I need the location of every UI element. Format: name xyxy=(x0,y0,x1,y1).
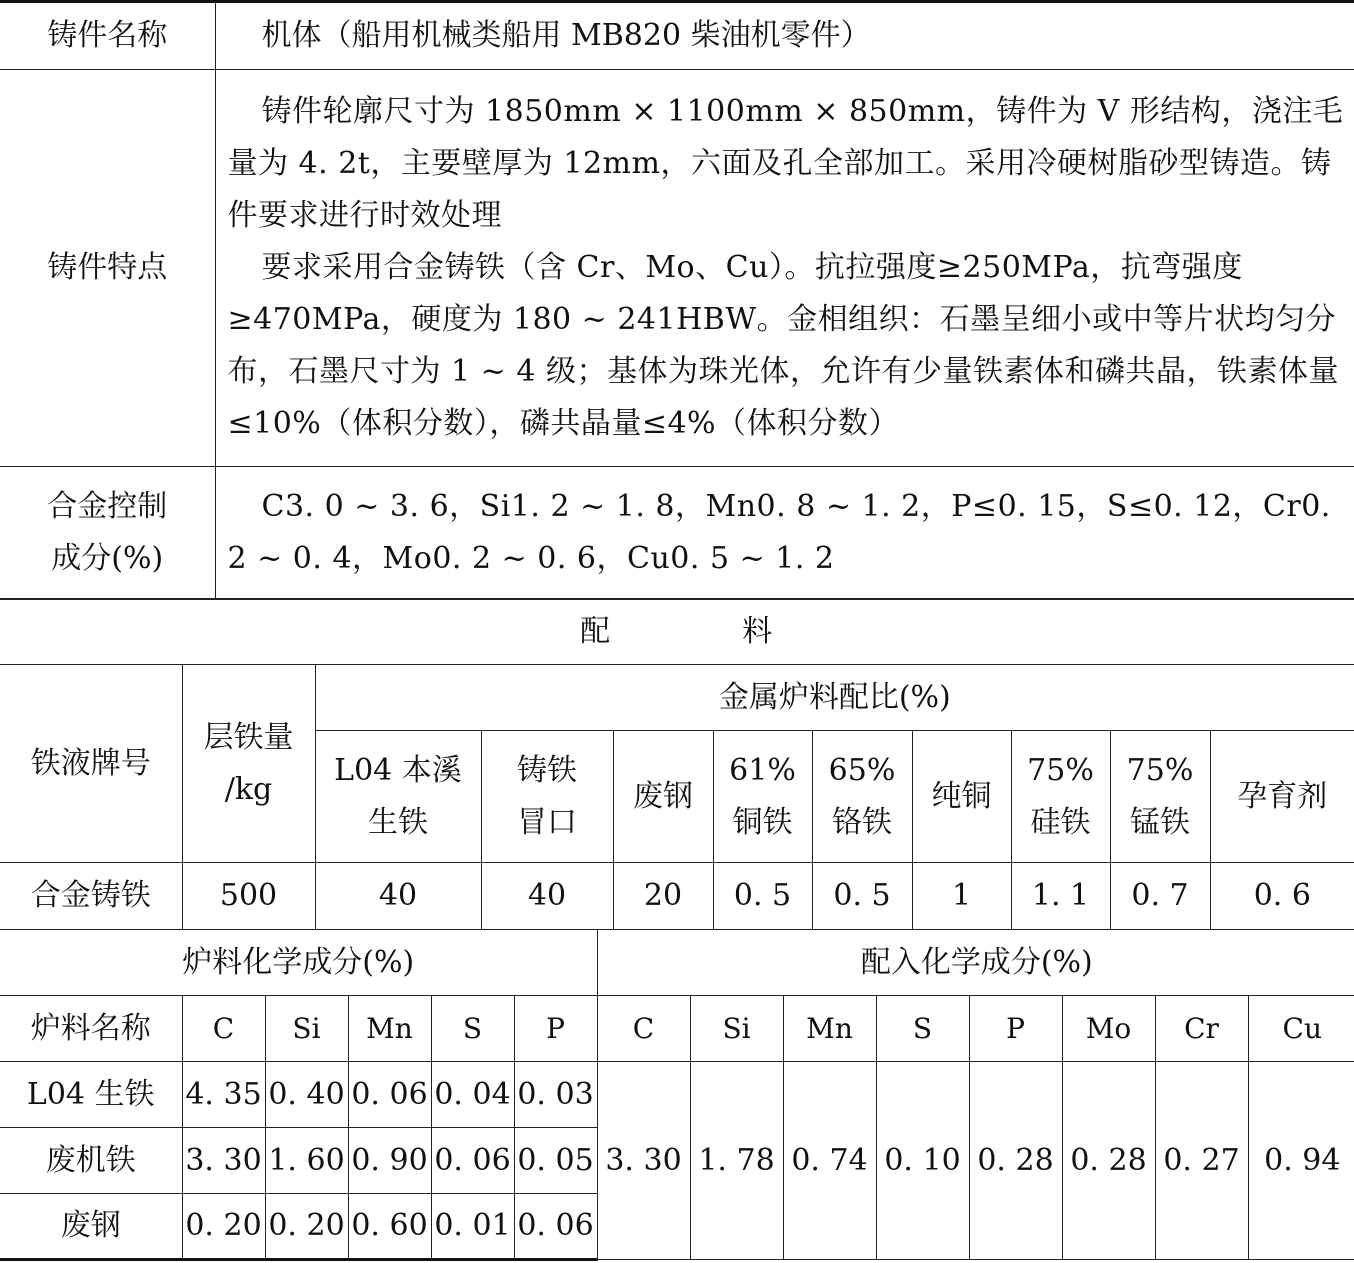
material-header: 纯铜 xyxy=(912,731,1011,863)
charge-element-header: Mn xyxy=(348,996,431,1062)
alloy-control-value-cell xyxy=(215,467,1354,600)
blend-value: 0. 74 xyxy=(783,1062,876,1260)
batching-header-row-1 xyxy=(0,665,1354,731)
batching-data-row xyxy=(0,863,1354,930)
charge-value: 4. 35 xyxy=(182,1062,265,1128)
material-header: 61% 铜铁 xyxy=(713,731,812,863)
batching-title-row xyxy=(0,599,1354,665)
blend-value: 0. 27 xyxy=(1155,1062,1248,1260)
charge-name-header: 炉料名称 xyxy=(0,996,182,1062)
material-header: 65% 铬铁 xyxy=(812,731,912,863)
casting-features-cell xyxy=(215,70,1354,467)
charge-value: 0. 20 xyxy=(182,1194,265,1260)
blend-chemistry-header: 配入化学成分(%) xyxy=(597,930,1354,996)
casting-features-paragraph-2: 要求采用合金铸铁（含 Cr、Mo、Cu）。抗拉强度≥250MPa，抗弯强度≥470MPa，硬度为 180 ~ 241HBW。金相组织：石墨呈细小或中等片状均匀分布，石墨尺寸为 1 ~ 4 级；基体为珠光体，允许有少量铁素体和磷共晶，铁素体量≤10%（体积分数），磷共晶量≤4%（体积分数） xyxy=(227,250,1339,441)
charge-chemistry-header: 炉料化学成分(%) xyxy=(0,930,597,996)
ratio-value: 1 xyxy=(912,863,1011,930)
blend-value: 0. 10 xyxy=(876,1062,969,1260)
charge-value: 3. 30 xyxy=(182,1128,265,1194)
ratio-value: 0. 6 xyxy=(1210,863,1354,930)
ratio-value: 40 xyxy=(481,863,613,930)
casting-features-row xyxy=(0,70,1354,467)
charge-row xyxy=(0,1062,1354,1128)
ratio-value: 1. 1 xyxy=(1011,863,1110,930)
casting-name-label: 铸件名称 xyxy=(0,2,215,70)
chemistry-table xyxy=(0,929,1354,1261)
charge-value: 0. 40 xyxy=(265,1062,348,1128)
ratio-value: 0. 7 xyxy=(1110,863,1210,930)
ratio-value: 0. 5 xyxy=(713,863,812,930)
material-header: 铸铁 冒口 xyxy=(481,731,613,863)
alloy-control-label-line-2: 成分(%) xyxy=(51,541,164,576)
chemistry-header-row-2 xyxy=(0,996,1354,1062)
blend-element-header: Cr xyxy=(1155,996,1248,1062)
charge-value: 0. 01 xyxy=(431,1194,514,1260)
blend-element-header: C xyxy=(597,996,690,1062)
blend-element-header: Mn xyxy=(783,996,876,1062)
casting-features-label: 铸件特点 xyxy=(0,70,215,467)
material-header: 75% 硅铁 xyxy=(1011,731,1110,863)
charge-element-header: P xyxy=(514,996,597,1062)
charge-value: 0. 06 xyxy=(348,1062,431,1128)
material-header: 废钢 xyxy=(613,731,713,863)
blend-value: 1. 78 xyxy=(690,1062,783,1260)
batching-title-part-2: 料 xyxy=(742,613,775,649)
blend-value: 0. 28 xyxy=(969,1062,1062,1260)
alloy-control-label xyxy=(0,467,215,600)
iron-weight-header-line-2: /kg xyxy=(224,771,273,807)
charge-value: 1. 60 xyxy=(265,1128,348,1194)
charge-name: 废钢 xyxy=(0,1194,182,1260)
blend-value: 0. 94 xyxy=(1248,1062,1354,1260)
material-header: 75% 锰铁 xyxy=(1110,731,1210,863)
charge-name: 废机铁 xyxy=(0,1128,182,1194)
iron-weight-value: 500 xyxy=(182,863,315,930)
ratio-value: 20 xyxy=(613,863,713,930)
charge-value: 0. 60 xyxy=(348,1194,431,1260)
blend-value: 0. 28 xyxy=(1062,1062,1155,1260)
blend-value: 3. 30 xyxy=(597,1062,690,1260)
ratio-value: 40 xyxy=(315,863,481,930)
alloy-control-value: C3. 0 ~ 3. 6，Si1. 2 ~ 1. 8，Mn0. 8 ~ 1. 2，P≤0. 15，S≤0. 12，Cr0. 2 ~ 0. 4，Mo0. 2 ~ 0. 6，Cu0. 5 ~ 1. 2 xyxy=(227,489,1331,576)
material-header: L04 本溪 生铁 xyxy=(315,731,481,863)
material-header: 孕育剂 xyxy=(1210,731,1354,863)
charge-value: 0. 05 xyxy=(514,1128,597,1194)
charge-element-header: Si xyxy=(265,996,348,1062)
blend-element-header: S xyxy=(876,996,969,1062)
charge-value: 0. 03 xyxy=(514,1062,597,1128)
ratio-value: 0. 5 xyxy=(812,863,912,930)
charge-value: 0. 90 xyxy=(348,1128,431,1194)
casting-name-row xyxy=(0,2,1354,70)
charge-element-header: S xyxy=(431,996,514,1062)
casting-info-table xyxy=(0,0,1354,600)
iron-grade-header: 铁液牌号 xyxy=(0,665,182,863)
charge-value: 0. 20 xyxy=(265,1194,348,1260)
casting-name-value: 机体（船用机械类船用 MB820 柴油机零件） xyxy=(215,2,1354,70)
charge-element-header: C xyxy=(182,996,265,1062)
charge-name: L04 生铁 xyxy=(0,1062,182,1128)
batching-table xyxy=(0,598,1354,930)
iron-weight-header-line-1: 层铁量 xyxy=(203,719,294,755)
blend-element-header: Mo xyxy=(1062,996,1155,1062)
alloy-control-label-line-1: 合金控制 xyxy=(47,489,168,524)
casting-features-paragraph-1: 铸件轮廓尺寸为 1850mm × 1100mm × 850mm，铸件为 V 形结构，浇注毛量为 4. 2t，主要壁厚为 12mm，六面及孔全部加工。采用冷硬树脂砂型铸造。铸件要求进行时效处理 xyxy=(227,94,1344,233)
metal-charge-ratio-header: 金属炉料配比(%) xyxy=(315,665,1354,731)
alloy-control-row xyxy=(0,467,1354,600)
blend-element-header: P xyxy=(969,996,1062,1062)
blend-element-header: Si xyxy=(690,996,783,1062)
charge-value: 0. 06 xyxy=(514,1194,597,1260)
charge-value: 0. 06 xyxy=(431,1128,514,1194)
batching-title-part-1: 配 xyxy=(580,613,613,649)
iron-weight-header xyxy=(182,665,315,863)
blend-element-header: Cu xyxy=(1248,996,1354,1062)
iron-grade-value: 合金铸铁 xyxy=(0,863,182,930)
charge-value: 0. 04 xyxy=(431,1062,514,1128)
batching-title xyxy=(0,599,1354,665)
chemistry-header-row-1 xyxy=(0,930,1354,996)
